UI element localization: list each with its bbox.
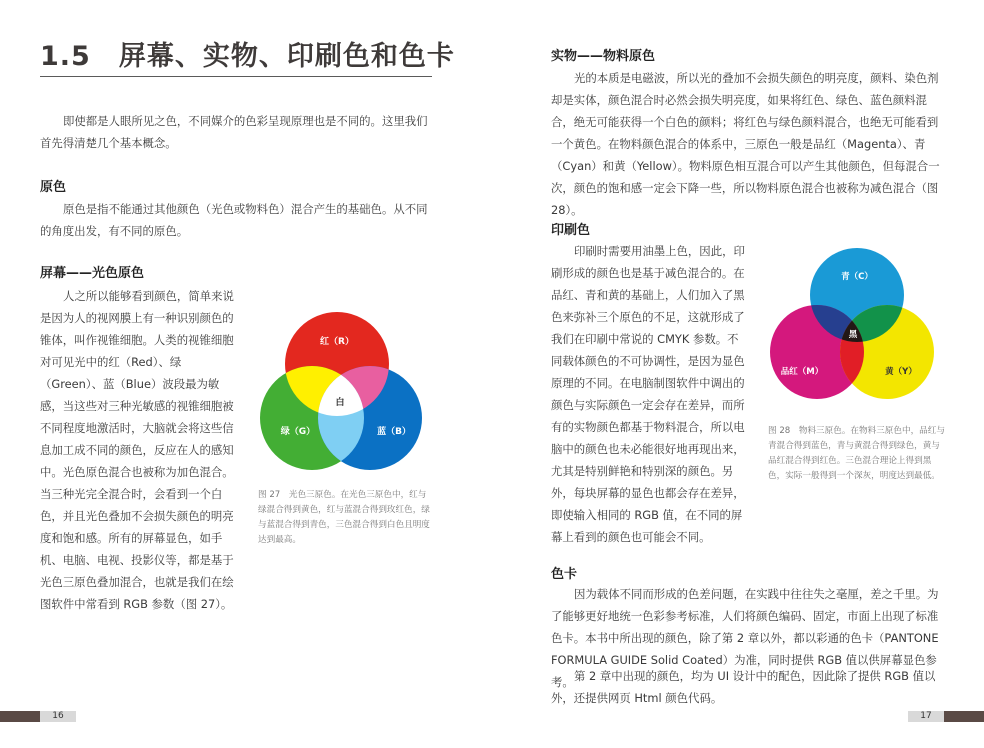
figure27-caption: 图 27 光色三原色。在光色三原色中，红与绿混合得到黄色，红与蓝混合得到玫红色，绿与蓝混合得到青色，三色混合得到白色且明度达到最高。 — [258, 490, 430, 545]
swatch-heading: 色卡 — [551, 567, 578, 582]
label-red: 红（R） — [320, 337, 354, 347]
primary-heading: 原色 — [40, 180, 67, 195]
label-black: 黑 — [848, 330, 858, 340]
material-heading: 实物——物料原色 — [551, 49, 656, 64]
print-heading: 印刷色 — [551, 223, 591, 238]
swatch-paragraph-1: 因为载体不同而形成的色差问题，在实践中往往失之毫厘，差之千里。为了能够更好地统一色彩参考标准，人们将颜色编码、固定，市面上出现了标准色卡。本书中所出现的颜色，除了第 2 章以外，都以彩通的色卡（PANTONE FORMULA GUIDE Solid Coated）为准，同时提供 RGB 值以供屏幕显色参考。 — [551, 587, 939, 689]
label-white: 白 — [335, 398, 345, 408]
footer-bar-right — [944, 711, 984, 722]
page-number-left: 16 — [40, 711, 76, 722]
title-rule — [40, 76, 432, 77]
screen-heading: 屏幕——光色原色 — [40, 266, 145, 281]
rgb-venn-diagram — [252, 305, 436, 480]
label-blue: 蓝（B） — [377, 427, 411, 437]
footer-bar-left — [0, 711, 40, 722]
label-yellow: 黄（Y） — [885, 367, 917, 377]
swatch-paragraph-2: 第 2 章中出现的颜色，均为 UI 设计中的配色，因此除了提供 RGB 值以外，还提供网页 Html 颜色代码。 — [551, 669, 936, 705]
material-paragraph: 光的本质是电磁波，所以光的叠加不会损失颜色的明亮度，颜料、染色剂却是实体，颜色混合时必然会损失明亮度，如果将红色、绿色、蓝色颜料混合，绝无可能获得一个白色的颜料；将红色与绿色颜料混合，也绝无可能看到一个黄色。在物料颜色混合的体系中，三原色一般是品红（Magenta）、青（Cyan）和黄（Yellow）。物料原色相互混合可以产生其他颜色，但每混合一次，颜色的饱和感一定会下降一些，所以物料原色混合也被称为减色混合（图 28）。 — [551, 71, 940, 217]
right-page — [492, 0, 984, 748]
chapter-title: 1.5 屏幕、实物、印刷色和色卡 — [40, 41, 455, 72]
intro-paragraph: 即使都是人眼所见之色，不同媒介的色彩呈现原理也是不同的。这里我们首先得清楚几个基本概念。 — [40, 114, 428, 150]
label-magenta: 品红（M） — [780, 367, 824, 377]
page-number-right: 17 — [908, 711, 944, 722]
screen-paragraph: 人之所以能够看到颜色，简单来说是因为人的视网膜上有一种识别颜色的锥体，叫作视锥细胞。人类的视锥细胞对可见光中的红（Red）、绿（Green）、蓝（Blue）波段最为敏感，当这些对三种光敏感的视锥细胞被不同程度地激活时，大脑就会将这些信息加工成不同的颜色，反应在人的感知中。光色原色混合也被称为加色混合。当三种光完全混合时，会看到一个白色，并且光色叠加不会损失颜色的明亮度和饱和感。所有的屏幕显色，如手机、电脑、电视、投影仪等，都是基于光色三原色叠加混合，也就是我们在绘图软件中常看到 RGB 参数（图 27）。 — [40, 289, 234, 611]
label-green: 绿（G） — [280, 427, 316, 437]
label-cyan: 青（C） — [841, 272, 873, 282]
print-paragraph: 印刷时需要用油墨上色，因此，印刷形成的颜色也是基于减色混合的。在品红、青和黄的基础上，人们加入了黑色来弥补三个原色的不足，这就形成了我们在印刷中常说的 CMYK 参数。不同载体颜色的不可协调性，是因为显色原理的不同。在电脑制图软件中调出的颜色与实际颜色一定会存在差异，而所有的实物颜色都基于物料混合，所以电脑中的颜色也未必能很好地再现出来，尤其是特别鲜艳和特别深的颜色。另外，每块屏幕的显色也都会存在差异，即使输入相同的 RGB 值，在不同的屏幕上看到的颜色也可能会不同。 — [551, 244, 745, 544]
figure28-caption: 图 28 物料三原色。在物料三原色中，品红与青混合得到蓝色，青与黄混合得到绿色，黄与品红混合得到红色。三色混合理论上得到黑色，实际一般得到一个深灰，明度达到最低。 — [768, 426, 945, 481]
primary-paragraph: 原色是指不能通过其他颜色（光色或物料色）混合产生的基础色。从不同的角度出发，有不同的原色。 — [40, 202, 428, 238]
cmyk-venn-diagram — [764, 241, 948, 413]
